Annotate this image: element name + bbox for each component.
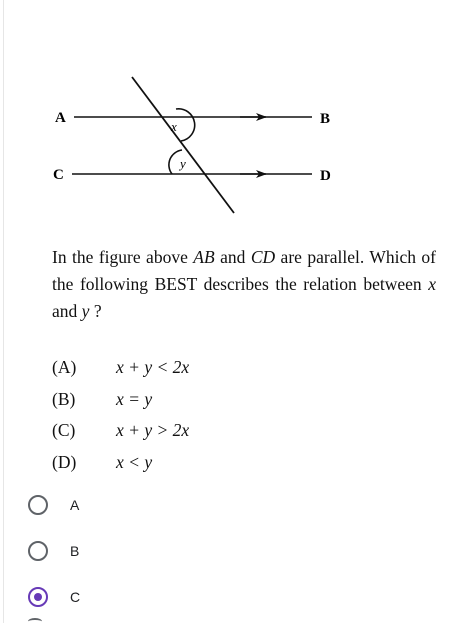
option-row-b [52,384,189,416]
option-letter: (C) [52,420,76,441]
geometry-figure [0,0,474,240]
option-letter: (B) [52,388,76,409]
next-radio-partial[interactable] [28,618,42,625]
question-text-part: ? [89,301,102,321]
radio-choice-c[interactable] [28,574,80,620]
radio-label: C [70,589,81,605]
label-c: C [53,167,64,183]
question-text [52,244,436,325]
option-expression: x + y < 2x [116,357,190,378]
transversal-line [132,77,234,213]
option-letter: (D) [52,451,77,472]
option-letter: (A) [52,357,77,378]
option-expression: x = y [116,388,153,409]
radio-choice-b[interactable] [28,528,80,574]
question-text-part: are parallel. Which of the following BEST describes the relation between [52,247,436,294]
radio-button[interactable] [28,495,48,515]
radio-button[interactable] [28,541,48,561]
variable-x: x [428,274,436,294]
option-expression: x + y > 2x [116,420,190,441]
option-row-d [52,447,189,479]
option-row-a [52,352,189,384]
angle-label-y: y [180,156,186,171]
segment-cd: CD [250,247,276,267]
question-text-part: and [52,301,82,321]
option-expression: x < y [116,451,153,472]
segment-ab: AB [193,247,215,267]
radio-group [28,482,80,620]
label-d: D [320,168,331,184]
label-b: B [320,111,331,127]
label-a: A [55,110,66,126]
answer-options-list [52,352,189,478]
question-text-part: In the figure above [52,247,194,267]
radio-label: A [70,497,80,513]
angle-arc-x [176,109,195,141]
radio-button-selected[interactable] [28,587,48,607]
question-text-part: and [214,247,251,267]
radio-choice-a[interactable] [28,482,80,528]
angle-label-x: x [171,119,177,134]
option-row-c [52,415,189,447]
radio-label: B [70,543,80,559]
radio-dot-icon [34,593,42,601]
variable-y: y [81,301,90,321]
